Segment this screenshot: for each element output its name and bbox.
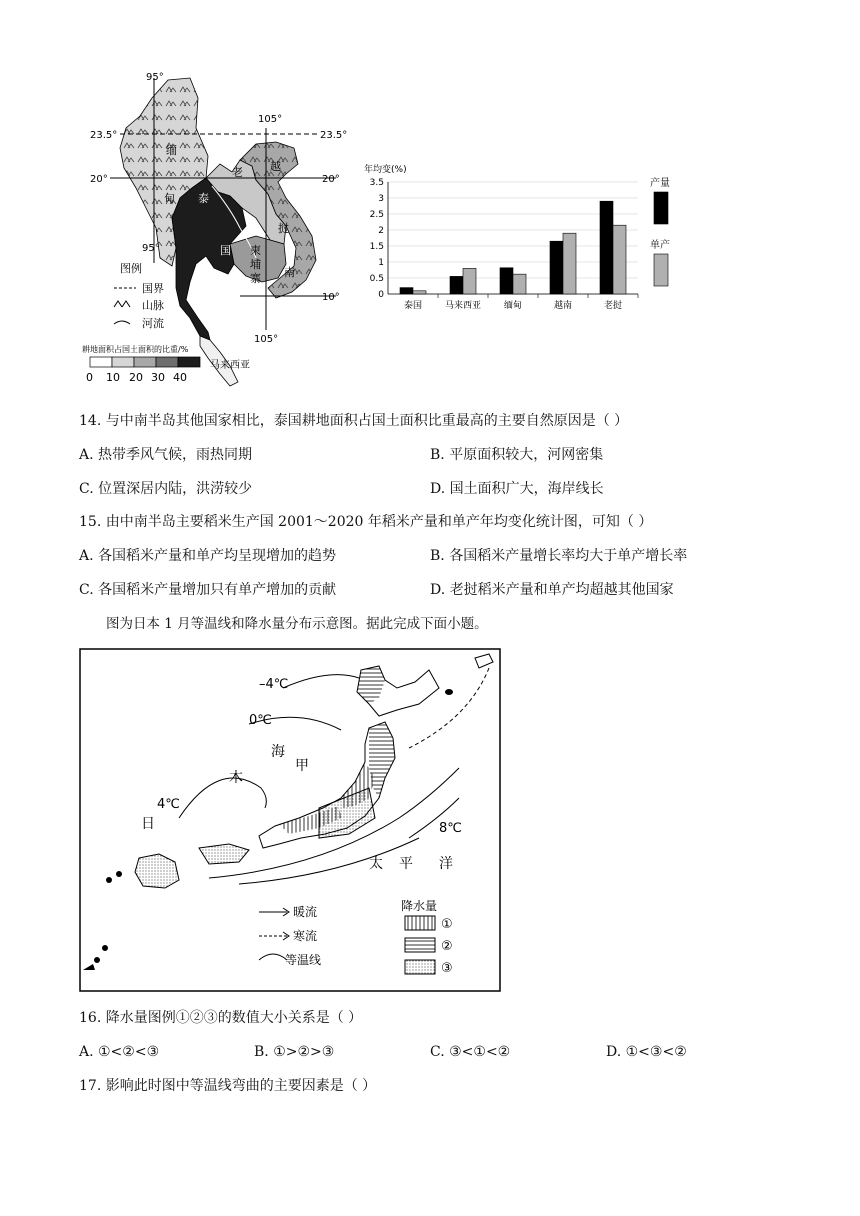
legend-mountain: 山脉: [142, 299, 164, 312]
bar-单产-缅甸: [513, 274, 526, 294]
label-t8: 8℃: [439, 821, 462, 836]
q15-option-c[interactable]: C. 各国稻米产量增加只有单产增加的贡献: [79, 582, 337, 598]
x-tick-label: 泰国: [403, 301, 423, 311]
river-icon: [114, 321, 130, 324]
q16-option-b[interactable]: B. ①>②>③: [254, 1044, 335, 1060]
q16-option-a[interactable]: A. ①<②<③: [79, 1044, 160, 1060]
label-jia: 甲: [295, 758, 309, 774]
bar-产量-老挝: [600, 201, 613, 294]
label-mu: 木: [229, 770, 243, 786]
label-t4: 4℃: [157, 797, 180, 812]
bar-单产-越南: [563, 233, 576, 294]
q14-option-d[interactable]: D. 国土面积广大，海岸线长: [430, 481, 604, 497]
label-malaysia: 马来西亚: [210, 360, 250, 371]
label-tai: 太: [369, 856, 383, 872]
label-cambodia-1: 柬: [250, 244, 261, 257]
bar-单产-老挝: [613, 225, 626, 294]
legend-cold: 寒流: [293, 929, 318, 943]
ratio-scale: [90, 357, 200, 367]
y-tick-label: 1: [378, 258, 384, 268]
y-tick-label: 3.5: [369, 178, 384, 188]
bar-单产-泰国: [413, 291, 426, 294]
bar-产量-越南: [550, 241, 563, 294]
ratio-tick-2: 20: [129, 371, 143, 384]
indochina-map: [80, 68, 370, 388]
y-tick-label: 2.5: [369, 210, 384, 220]
legend-p3: ③: [441, 961, 453, 976]
x-tick-label: 缅甸: [503, 301, 523, 311]
label-vietnam-1: 越: [270, 160, 281, 173]
label-thailand-1: 泰: [198, 192, 209, 205]
section-intro: 图为日本 1 月等温线和降水量分布示意图。据此完成下面小题。: [106, 616, 488, 632]
label-cambodia-3: 寨: [250, 272, 261, 285]
legend-border: 国界: [142, 282, 164, 295]
ratio-tick-1: 10: [106, 371, 120, 384]
label-vietnam-2: 南: [284, 266, 295, 279]
label-hai: 海: [271, 744, 285, 760]
x-tick-label: 老挝: [603, 301, 623, 311]
x-tick-label: 越南: [553, 301, 573, 311]
label-thailand-2: 国: [220, 244, 231, 257]
legend-isotherm: 等温线: [285, 953, 322, 967]
ratio-tick-3: 30: [151, 371, 165, 384]
q16-option-d[interactable]: D. ①<③<②: [606, 1044, 687, 1060]
legend-p1: ①: [441, 917, 453, 932]
q14-stem: 14. 与中南半岛其他国家相比，泰国耕地面积占国土面积比重最高的主要自然原因是（ ）: [79, 413, 629, 429]
q16-option-c[interactable]: C. ③<①<②: [430, 1044, 511, 1060]
x-tick-label: 马来西亚: [444, 301, 482, 311]
mountain-icon: [114, 301, 130, 307]
y-tick-label: 0: [378, 290, 384, 300]
q16-stem: 16. 降水量图例①②③的数值大小关系是（ ）: [79, 1010, 363, 1026]
japan-map-figure: [79, 648, 501, 992]
lon95-top-label: 95°: [146, 72, 164, 83]
legend-label: 产量: [650, 178, 670, 189]
label-laos-2: 挝: [278, 222, 289, 235]
lon105-bottom-label: 105°: [254, 334, 279, 345]
ratio-title: 耕地面积占国土面积的比重/%: [82, 345, 189, 354]
bar-产量-马来西亚: [450, 276, 463, 294]
legend-precip-title: 降水量: [401, 899, 438, 913]
y-axis-label: 年均变(%): [364, 165, 407, 175]
lat10-right-label: 10°: [322, 292, 340, 303]
q15-option-d[interactable]: D. 老挝稻米产量和单产均超越其他国家: [430, 582, 674, 598]
indochina-map-figure: [80, 68, 370, 388]
legend-p2: ②: [441, 939, 453, 954]
q15-stem: 15. 由中南半岛主要稻米生产国 2001～2020 年稻米产量和单产年均变化统计图，可知（ ）: [79, 514, 653, 530]
q14-option-b[interactable]: B. 平原面积较大，河网密集: [430, 447, 604, 463]
legend-swatch: [654, 254, 668, 286]
q14-option-a[interactable]: A. 热带季风气候，雨热同期: [79, 447, 253, 463]
q17-stem: 17. 影响此时图中等温线弯曲的主要因素是（ ）: [79, 1078, 377, 1094]
legend-river: 河流: [142, 317, 164, 330]
label-laos: 老: [232, 166, 243, 179]
q14-option-c[interactable]: C. 位置深居内陆，洪涝较少: [79, 481, 253, 497]
label-t0: 0℃: [249, 713, 272, 728]
label-myanmar-2: 甸: [164, 192, 175, 205]
label-myanmar-1: 缅: [166, 144, 177, 157]
rice-bar-chart-figure: [362, 158, 682, 318]
legend-swatch: [654, 192, 668, 224]
label-ping: 平: [399, 856, 413, 872]
legend-title: 图例: [120, 262, 142, 275]
q15-option-b[interactable]: B. 各国稻米产量增长率均大于单产增长率: [430, 548, 688, 564]
label-t-minus4: –4℃: [259, 677, 289, 692]
lat23-right-label: 23.5°: [320, 130, 348, 141]
y-tick-label: 3: [378, 194, 384, 204]
lat20-right-label: 20°: [322, 174, 340, 185]
label-yang: 洋: [439, 856, 453, 872]
y-tick-label: 2: [378, 226, 384, 236]
japan-map: [79, 648, 501, 992]
ratio-tick-0: 0: [86, 371, 93, 384]
legend-warm: 暖流: [293, 905, 318, 919]
bar-产量-缅甸: [500, 268, 513, 294]
lat20-left-label: 20°: [90, 174, 108, 185]
rice-bar-chart: [362, 158, 682, 318]
lon95-bottom-label: 95°: [142, 243, 160, 254]
bar-产量-泰国: [400, 288, 413, 294]
label-cambodia-2: 埔: [250, 258, 261, 271]
label-ri: 日: [141, 816, 155, 832]
ratio-tick-4: 40: [173, 371, 187, 384]
lon105-top-label: 105°: [258, 114, 283, 125]
y-tick-label: 0.5: [369, 274, 384, 284]
lat23-left-label: 23.5°: [90, 130, 118, 141]
legend-label: 单产: [650, 240, 670, 251]
y-tick-label: 1.5: [369, 242, 384, 252]
q15-option-a[interactable]: A. 各国稻米产量和单产均呈现增加的趋势: [79, 548, 337, 564]
bar-单产-马来西亚: [463, 268, 476, 294]
